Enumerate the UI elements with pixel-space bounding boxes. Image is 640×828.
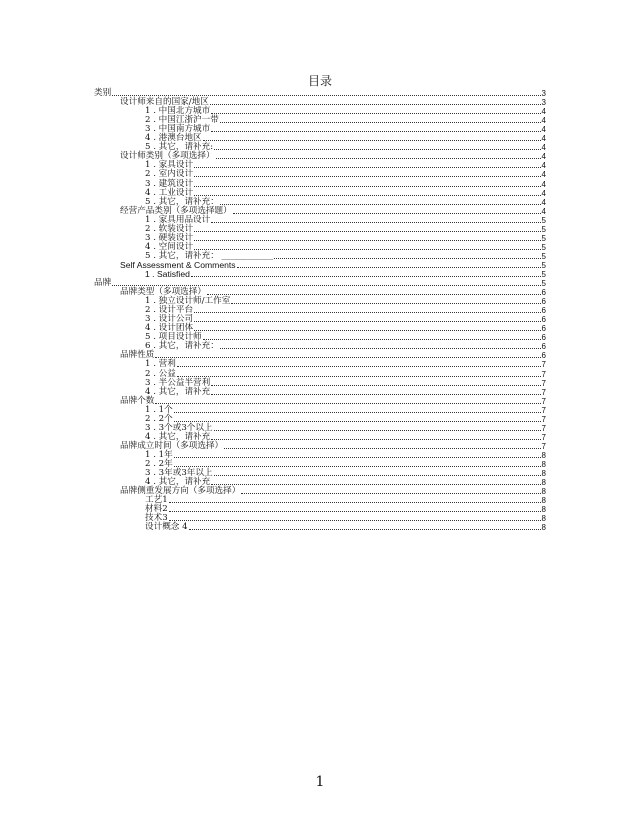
toc-entry-page: 8 <box>541 496 546 506</box>
dot-leader <box>214 474 541 476</box>
toc-entry-label: 设计师来自的国家/地区 <box>120 97 209 108</box>
dot-leader <box>177 365 541 367</box>
toc-entry-label: 4 . 设计团体 <box>145 323 194 334</box>
toc-entry-page: 7 <box>541 378 546 388</box>
dot-leader <box>233 212 541 214</box>
toc-entry-page: 4 <box>541 206 546 216</box>
dot-leader <box>112 284 540 286</box>
dot-leader <box>211 130 540 132</box>
toc-entry-label: 经营产品类别（多项选择题） <box>120 205 232 216</box>
toc-entry-page: 7 <box>541 369 546 379</box>
toc-entry-page: 7 <box>541 441 546 451</box>
toc-entry-label: 3 . 硬装设计 <box>145 232 194 243</box>
dot-leader <box>210 103 541 105</box>
dot-leader <box>194 175 541 177</box>
toc-entry-label: Self Assessment & Comments <box>120 259 236 270</box>
toc-entry-page: 8 <box>541 505 546 515</box>
dot-leader <box>220 347 541 349</box>
toc-entry-label: 2 . 设计平台 <box>145 305 194 316</box>
toc-entry-label: 3 . 建筑设计 <box>145 178 194 189</box>
dot-leader <box>169 510 541 512</box>
toc-entry-label: 设计师类别（多项选择） <box>120 151 215 162</box>
toc-entry-label: 1 . 营利 <box>145 359 176 370</box>
toc-entry-label: 2 . 公益 <box>145 368 176 379</box>
toc-entry-label: 2 . 2年 <box>145 458 173 469</box>
toc-entry-page: 8 <box>541 514 546 524</box>
dot-leader <box>169 519 541 521</box>
dot-leader <box>191 275 541 277</box>
toc-entry-page: 7 <box>541 396 546 406</box>
toc-entry-page: 3 <box>541 98 546 108</box>
dot-leader <box>194 320 541 322</box>
dot-leader <box>189 528 541 530</box>
toc-entry-page: 7 <box>541 432 546 442</box>
toc-entry[interactable] <box>94 523 546 532</box>
toc-entry-page: 6 <box>541 288 546 298</box>
toc-entry-page: 8 <box>541 487 546 497</box>
toc-entry-label: 1 . Satisfied <box>145 268 190 279</box>
toc-entry-page: 6 <box>541 351 546 361</box>
toc-entry-page: 5 <box>541 251 546 261</box>
toc-entry-page: 8 <box>541 450 546 460</box>
toc-entry-page: 4 <box>541 197 546 207</box>
toc-entry-page: 7 <box>541 423 546 433</box>
toc-entry-label: 3 . 3年或3年以上 <box>145 468 213 479</box>
dot-leader <box>220 121 541 123</box>
toc-entry-page: 4 <box>541 170 546 180</box>
toc-entry-page: 3 <box>541 89 546 99</box>
toc-entry-label: 3 . 3个或3个以上 <box>145 422 213 433</box>
table-of-contents <box>94 89 546 532</box>
toc-entry-label: 2 . 室内设计 <box>145 169 194 180</box>
toc-entry-page: 8 <box>541 523 546 533</box>
toc-entry-page: 5 <box>541 269 546 279</box>
toc-entry-label: 5 . 其它，请补充: <box>145 142 214 153</box>
toc-entry-label: 3 . 设计公司 <box>145 314 194 325</box>
toc-entry-page: 4 <box>541 152 546 162</box>
toc-entry-page: 5 <box>541 260 546 270</box>
toc-entry-label: 1 . 独立设计师/工作室 <box>145 296 231 307</box>
dot-leader <box>177 375 541 377</box>
dot-leader <box>194 166 541 168</box>
toc-entry-label: 3 . 半公益半营利 <box>145 377 211 388</box>
dot-leader <box>203 139 541 141</box>
toc-entry[interactable] <box>94 342 546 351</box>
dot-leader <box>211 112 540 114</box>
toc-entry-label: 品牌成立时间（多项选择） <box>120 440 224 451</box>
toc-entry-page: 5 <box>541 242 546 252</box>
toc-entry-label: 材料2 <box>145 504 168 515</box>
toc-entry-page: 4 <box>541 161 546 171</box>
toc-entry-label: 5 . 项目设计师 <box>145 332 202 343</box>
toc-entry-page: 4 <box>541 179 546 189</box>
toc-entry-label: 1 . 1个 <box>145 404 173 415</box>
dot-leader <box>194 311 541 313</box>
toc-entry-page: 6 <box>541 333 546 343</box>
toc-entry-page: 8 <box>541 469 546 479</box>
toc-entry-page: 5 <box>541 279 546 289</box>
toc-entry-page: 6 <box>541 297 546 307</box>
toc-entry-label: 工艺1 <box>145 495 168 506</box>
toc-entry-page: 7 <box>541 360 546 370</box>
dot-leader <box>211 438 540 440</box>
toc-entry-label: 品牌侧重发展方向（多项选择） <box>120 486 241 497</box>
dot-leader <box>211 393 540 395</box>
toc-entry-label: 4 . 空间设计 <box>145 241 194 252</box>
toc-entry-page: 8 <box>541 478 546 488</box>
toc-entry-label: 2 . 软装设计 <box>145 223 194 234</box>
dot-leader <box>214 429 541 431</box>
toc-entry-label: 6 . 其它，请补充： <box>145 341 219 352</box>
toc-entry-label: 4 . 工业设计 <box>145 187 194 198</box>
toc-entry-page: 4 <box>541 134 546 144</box>
dot-leader <box>207 293 541 295</box>
toc-entry-page: 6 <box>541 315 546 325</box>
dot-leader <box>194 329 541 331</box>
toc-entry-page: 5 <box>541 215 546 225</box>
toc-entry-page: 7 <box>541 405 546 415</box>
toc-entry-label: 5 . 其它，请补充： ____________ <box>145 250 274 261</box>
toc-entry-label: 1 . 1年 <box>145 449 173 460</box>
toc-entry-page: 7 <box>541 414 546 424</box>
toc-entry-page: 6 <box>541 306 546 316</box>
toc-entry-label: 品牌个数 <box>120 395 155 406</box>
dot-leader <box>274 257 540 259</box>
dot-leader <box>112 94 540 96</box>
dot-leader <box>214 148 540 150</box>
toc-entry-label: 5 . 其它，请补充： <box>145 196 219 207</box>
dot-leader <box>194 194 541 196</box>
dot-leader <box>216 157 541 159</box>
dot-leader <box>211 384 540 386</box>
dot-leader <box>194 239 541 241</box>
toc-entry-page: 6 <box>541 324 546 334</box>
dot-leader <box>174 411 541 413</box>
toc-entry-label: 设计概念 4 <box>145 522 188 533</box>
toc-entry-label: 1 . 家具设计 <box>145 160 194 171</box>
page-title: 目录 <box>307 74 332 88</box>
toc-entry-page: 5 <box>541 233 546 243</box>
toc-entry-label: 类别 <box>94 88 112 99</box>
toc-entry-label: 3 . 中国南方城市 <box>145 124 211 135</box>
dot-leader <box>174 456 541 458</box>
dot-leader <box>155 402 540 404</box>
toc-entry-label: 4 . 其它，请补充 <box>145 477 211 488</box>
dot-leader <box>194 185 541 187</box>
toc-entry-label: 品牌性质 <box>120 350 155 361</box>
dot-leader <box>211 221 540 223</box>
dot-leader <box>194 248 541 250</box>
toc-entry-page: 5 <box>541 224 546 234</box>
dot-leader <box>155 356 540 358</box>
toc-entry-page: 8 <box>541 459 546 469</box>
toc-entry-page: 4 <box>541 143 546 153</box>
dot-leader <box>211 483 540 485</box>
page-number: 1 <box>315 774 325 790</box>
toc-entry-page: 4 <box>541 125 546 135</box>
toc-entry[interactable] <box>94 388 546 397</box>
toc-entry-label: 4 . 其它，请补充 <box>145 386 211 397</box>
toc-entry-label: 品牌 <box>94 278 112 289</box>
toc-entry-label: 2 . 2个 <box>145 413 173 424</box>
dot-leader <box>231 302 540 304</box>
dot-leader <box>174 420 541 422</box>
toc-entry[interactable] <box>94 270 546 279</box>
toc-entry-page: 4 <box>541 116 546 126</box>
toc-entry-label: 品牌类型（多项选择） <box>120 287 206 298</box>
dot-leader <box>237 266 541 268</box>
dot-leader <box>224 447 540 449</box>
dot-leader <box>169 501 541 503</box>
toc-entry-page: 6 <box>541 342 546 352</box>
toc-entry-page: 4 <box>541 188 546 198</box>
toc-entry-label: 2 . 中国江浙沪一带 <box>145 115 219 126</box>
dot-leader <box>203 338 541 340</box>
dot-leader <box>220 203 541 205</box>
dot-leader <box>174 465 541 467</box>
toc-entry-label: 技术3 <box>145 513 168 524</box>
toc-entry-page: 4 <box>541 107 546 117</box>
toc-entry-label: 4 . 其它，请补充 <box>145 431 211 442</box>
dot-leader <box>194 230 541 232</box>
toc-entry-page: 7 <box>541 387 546 397</box>
toc-entry-label: 1 . 家具用品设计 <box>145 214 211 225</box>
toc-entry-label: 1 . 中国北方城市 <box>145 106 211 117</box>
toc-entry-label: 4 . 港澳台地区 <box>145 133 202 144</box>
dot-leader <box>241 492 540 494</box>
